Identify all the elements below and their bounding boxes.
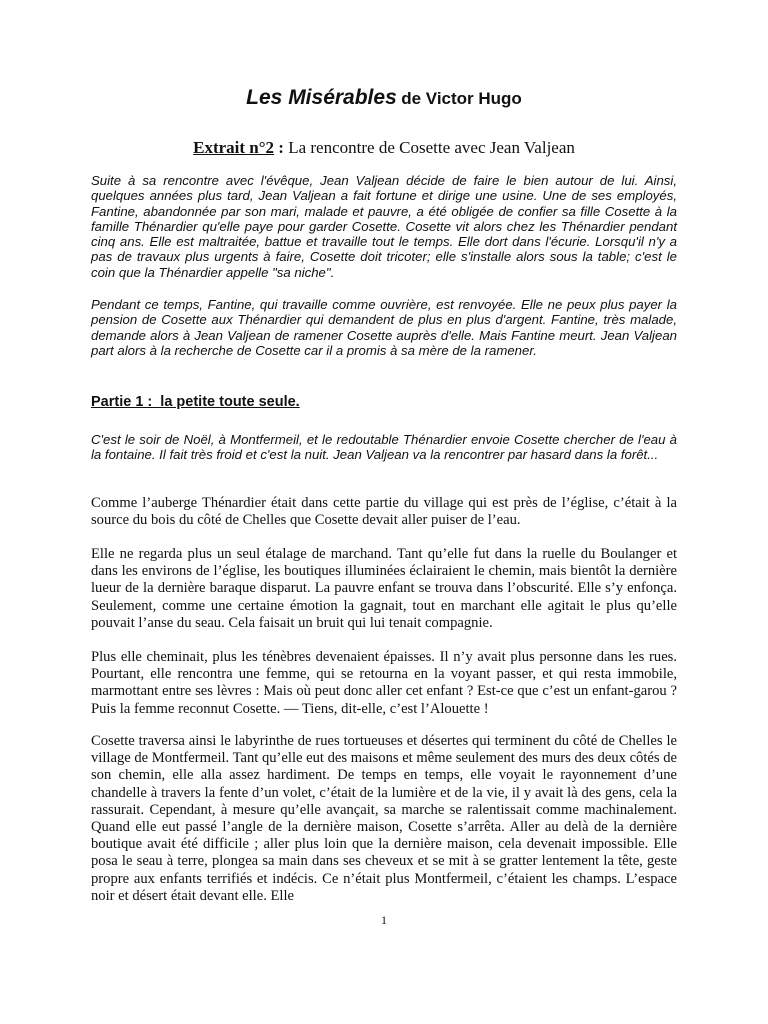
extract-subtitle	[0, 138, 768, 158]
extract-title: La rencontre de Cosette avec Jean Valjean	[288, 138, 575, 157]
body-paragraph-1: Comme l’auberge Thénardier était dans cette partie du village qui est près de l’église, c’était à la source du bois du côté de Chelles que Cosette devait aller puiser de l’eau.	[91, 495, 677, 529]
title-author: de Victor Hugo	[401, 89, 522, 108]
extract-separator: :	[274, 138, 289, 157]
intro-paragraph-2: Pendant ce temps, Fantine, qui travaille comme ouvrière, est renvoyée. Elle ne peux plus payer la pension de Cosette aux Thénardier qui demandent de plus en plus d'argent. Fantine, très malade, demande alors à Jean Valjean de ramener Cosette auprès d'elle. Mais Fantine meurt. Jean Valjean part alors à la recherche de Cosette car il a promis à sa mère de la ramener.	[91, 297, 677, 358]
body-paragraph-3: Plus elle cheminait, plus les ténèbres devenaient épaisses. Il n’y avait plus personne dans les rues. Pourtant, elle rencontra une femme, qui se retourna en la voyant passer, et qui resta immobile, marmottant entre ses lèvres : Mais où peut donc aller cet enfant ? Est-ce que c’est un enfant-garou ? Puis la femme reconnut Cosette. — Tiens, dit-elle, c’est l’Alouette !	[91, 649, 677, 717]
intro-paragraph-1: Suite à sa rencontre avec l'évêque, Jean Valjean décide de faire le bien autour de lui. Ainsi, quelques années plus tard, Jean Valjean a fait fortune et dirige une usine. Une de ses employés, Fantine, abandonnée par son mari, malade et pauvre, a été obligée de confier sa fille Cosette à la famille Thénardier qu'elle paye pour garder Cosette. Cosette vit alors chez les Thénardier pendant cinq ans. Elle est maltraitée, battue et travaille tout le temps. Elle dort dans l'écurie. Lorsqu'il n'y a pas de travaux plus urgents à faire, Cosette doit tricoter; elle s'installe alors sous la table; c'est le coin que la Thénardier appelle "sa niche".	[91, 173, 677, 280]
part-heading: Partie 1 : la petite toute seule.	[91, 394, 300, 410]
page-number: 1	[381, 913, 387, 927]
title-main: Les Misérables	[246, 86, 397, 109]
extract-label: Extrait n°2	[193, 138, 275, 157]
part-intro: C'est le soir de Noël, à Montfermeil, et le redoutable Thénardier envoie Cosette chercher de l'eau à la fontaine. Il fait très froid et c'est la nuit. Jean Valjean va la rencontrer par hasard dans la forêt...	[91, 432, 677, 463]
body-paragraph-2: Elle ne regarda plus un seul étalage de marchand. Tant qu’elle fut dans la ruelle du Boulanger et dans les environs de l’église, les boutiques illuminées éclairaient le chemin, mais bientôt la dernière lueur de la dernière baraque disparut. La pauvre enfant se trouva dans l’obscurité. Elle s’y enfonça. Seulement, comme une certaine émotion la gagnait, tout en marchant elle agitait le plus qu’elle pouvait l’anse du seau. Cela faisait un bruit qui lui tenait compagnie.	[91, 546, 677, 631]
document-title	[0, 86, 768, 110]
body-paragraph-4: Cosette traversa ainsi le labyrinthe de rues tortueuses et désertes qui terminent du côté de Chelles le village de Montfermeil. Tant qu’elle eut des maisons et même seulement des murs des deux côtés de son chemin, elle alla assez hardiment. De temps en temps, elle voyait le rayonnement d’une chandelle à travers la fente d’un volet, c’était de la lumière et de la vie, il y avait là des gens, cela la rassurait. Cependant, à mesure qu’elle avançait, sa marche se ralentissait comme machinalement. Quand elle eut passé l’angle de la dernière maison, Cosette s’arrêta. Aller au delà de la dernière boutique avait été difficile ; aller plus loin que la dernière maison, cela devenait impossible. Elle posa le seau à terre, plongea sa main dans ses cheveux et se mit à se gratter lentement la tête, geste propre aux enfants terrifiés et indécis. Ce n’était plus Montfermeil, c’étaient les champs. L’espace noir et désert était devant elle. Elle	[91, 733, 677, 904]
